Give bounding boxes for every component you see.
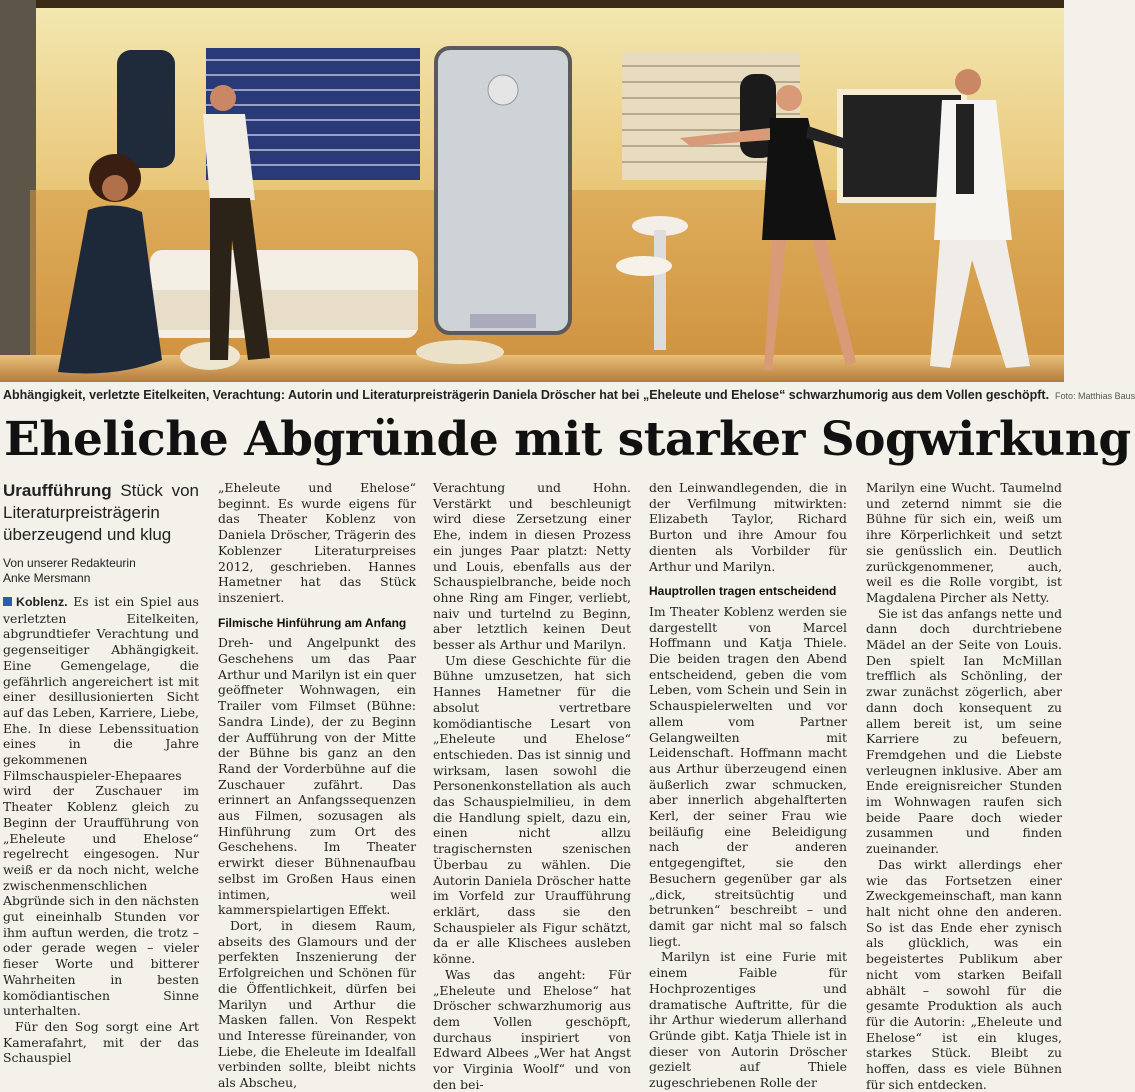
photo-credit: Foto: Matthias Baus [1055,391,1135,401]
byline-line-1: Von unserer Redakteurin [3,556,136,570]
paragraph: Im Theater Koblenz werden sie dargestellt von Marcel Hoffmann und Katja Thiele. Die beiden tragen den Abend entscheidend, geben die vom Leben, vom Schein und Sein in Schauspielerwelten und vor allem vom Partner Gelangweilten mit Leidenschaft. Hoffmann macht aus Arthur überzeugend einen äußerlich zwar schmucken, aber innerlich abgehalfterten Kerl, der seiner Frau wie beiläufig eine Beleidigung nach der anderen entgegengiftet, sie den Besuchern gegenüber gar als „dick, streitsüchtig und betrunken“ beschreibt – und damit gar nicht mal so falsch liegt. [649,603,847,949]
paragraph: den Leinwandlegenden, die in der Verfilmung mitwirkten: Elizabeth Taylor, Richard Burton und ihre Amour fou dienten als Vorbilder für Arthur und Marilyn. [649,480,847,574]
paragraph: Dort, in diesem Raum, abseits des Glamours und der perfekten Inszenierung der Erfolgreichen und Schönen für die Öffentlichkeit, dürfen bei Marilyn und Arthur die Masken fallen. Von Respekt und Interesse füreinander, von Liebe, die Eheleute im Idealfall verbinden sollte, bleibt nichts als Abscheu, [218,917,416,1091]
paragraph: „Eheleute und Ehelose“ beginnt. Es wurde eigens für das Theater Koblenz von Daniela Dröscher, Trägerin des Koblenzer Literaturpreises 2012, geschrieben. Hannes Hametner hat das Stück inszeniert. [218,480,416,605]
paragraph: Marilyn ist eine Furie mit einem Faible für Hochprozentiges und dramatische Auftritte, für die ihr Arthur wiederum allerhand Gründe gibt. Katja Thiele ist in dieser von Autorin Dröscher gezielt auf Thiele zugeschriebenen Rolle der [649,949,847,1091]
paragraph: Was das angeht: Für „Eheleute und Ehelose“ hat Dröscher schwarzhumorig aus dem Vollen geschöpft, durchaus inspiriert von Edward Albees „Wer hat Angst vor Virginia Woolf“ und von den bei- [433,966,631,1092]
article-column-4 [649,480,847,1091]
article-column-2 [218,480,416,1091]
article-column-1 [3,480,199,1066]
blue-square-icon [3,597,12,606]
article-headline: Eheliche Abgründe mit starker Sogwirkung [4,412,1131,467]
stage-photo-image [0,0,1064,382]
paragraph: Um diese Geschichte für die Bühne umzusetzen, hat sich Hannes Hametner für die absolut vertretbare komödiantische Lesart von „Eheleute und Ehelose“ entschieden. Das ist sinnig und wirksam, lasen sowohl die Personenkonstellation als auch das Schauspielmilieu, in dem die Handlung spielt, dazu ein, einen nicht allzu tragischernsten szenischen Überbau zu wählen. Die Autorin Daniela Dröscher hatte im Vorfeld zur Uraufführung erklärt, dass sie den Schauspieler als Figur schätzt, da er alle Klischees ausleben könne. [433,652,631,967]
kicker-label: Uraufführung [3,481,112,500]
stage-photo [0,0,1064,382]
paragraph: Das wirkt allerdings eher wie das Fortsetzen einer Zweckgemeinschaft, man kann halt nicht ohne den anderen. So ist das Ende eher zynisch als glücklich, was ein begeistertes Publikum aber nicht vom starken Beifall abhält – sowohl für die gesamte Produktion als auch für die Autorin: „Eheleute und Ehelose“ ist ein kluges, starkes Stück. Bleibt zu hoffen, dass es viele Bühnen für sich entdecken. [866,856,1062,1092]
paragraph: Marilyn eine Wucht. Taumelnd und zeternd nimmt sie die Bühne für sich ein, weiß um ihre Körperlichkeit und setzt sie genüsslich ein. Deutlich zurückgenommener, auch, weil es die Rolle vorgibt, ist Magdalena Pircher als Netty. [866,480,1062,605]
paragraph: Für den Sog sorgt eine Art Kamerafahrt, mit der das Schauspiel [3,1018,199,1066]
byline-author: Anke Mersmann [3,571,91,585]
article-column-3 [433,480,631,1092]
subheading: Hauptrollen tragen entscheidend [649,584,837,599]
dateline: Koblenz. [16,595,68,609]
article-column-5 [866,480,1062,1092]
byline [3,556,199,586]
paragraph: Sie ist das anfangs nette und dann doch durchtriebene Mädel an der Seite von Louis. Den spielt Ian McMillan trefflich als Schönling, der zwar zunächst zögerlich, aber dann doch konsequent zu allem bereit ist, um seine Karriere zu befeuern, Fremdgehen und die Liebste verleugnen inklusive. Aber am Ende ereignisreicher Stunden im Wohnwagen raufen sich beide Paare doch wieder zusammen und finden zueinander. [866,605,1062,857]
subheading: Filmische Hinführung am Anfang [218,615,407,630]
paragraph-text: Es ist ein Spiel aus verletzten Eitelkeiten, abgrundtiefer Verachtung und gegenseitiger Abhängigkeit. Eine Gemengelage, die gefährlich angereichert ist mit einer desillusionierten Sicht auf das Leben, Karriere, Liebe, Ehe. In diese Lebenssituation eines in die Jahre gekommenen Filmschauspieler-Ehepaares wird der Zuschauer im Theater Koblenz gleich zu Beginn der Uraufführung von „Eheleute und Ehelose“ regelrecht eingesogen. Nur weiß er da noch nicht, welche zwischenmenschlichen Abgründe sich in den nächsten gut eineinhalb Stunden vor ihm auftun werden, die trotz – oder gerade wegen – vieler fieser Worte und bitterer Wahrheiten in besten komödiantischen Sinne unterhalten. [3,594,199,1019]
photo-caption [0,384,1135,406]
caption-text: Abhängigkeit, verletzte Eitelkeiten, Verachtung: Autorin und Literaturpreisträgerin Daniela Dröscher hat bei „Eheleute und Ehelose“ schwarzhumorig aus dem Vollen geschöpft. [3,388,1050,402]
paragraph: Verachtung und Hohn. Verstärkt und beschleunigt wird diese Zersetzung einer Ehe, indem in diesen Prozess ein junges Paar platzt: Netty und Louis, ebenfalls aus der Schauspielbranche, beide noch ohne Ring am Finger, verliebt, naiv und turtelnd zu Beginn, aber letztlich keinen Deut besser als Arthur und Marilyn. [433,480,631,653]
paragraph [3,594,199,1019]
kicker [3,480,199,546]
paragraph: Dreh- und Angelpunkt des Geschehens um das Paar Arthur und Marilyn ist ein quer geöffneter Wohnwagen, ein Trailer vom Filmset (Bühne: Sandra Linde), der zu Beginn der Aufführung von der Mitte der Bühne bis ganz an den Rand der Vorderbühne auf die Zuschauer zufährt. Das erinnert an Anfangssequenzen aus Filmen, sozusagen als Hinführung zum Ort des Geschehens. Im Theater erwirkt dieser Bühnenaufbau selbst im Großen Haus einen intimen, weil kammerspielartigen Effekt. [218,635,416,918]
kicker-text: Stück von Literaturpreisträgerin überzeugend und klug [3,481,199,544]
